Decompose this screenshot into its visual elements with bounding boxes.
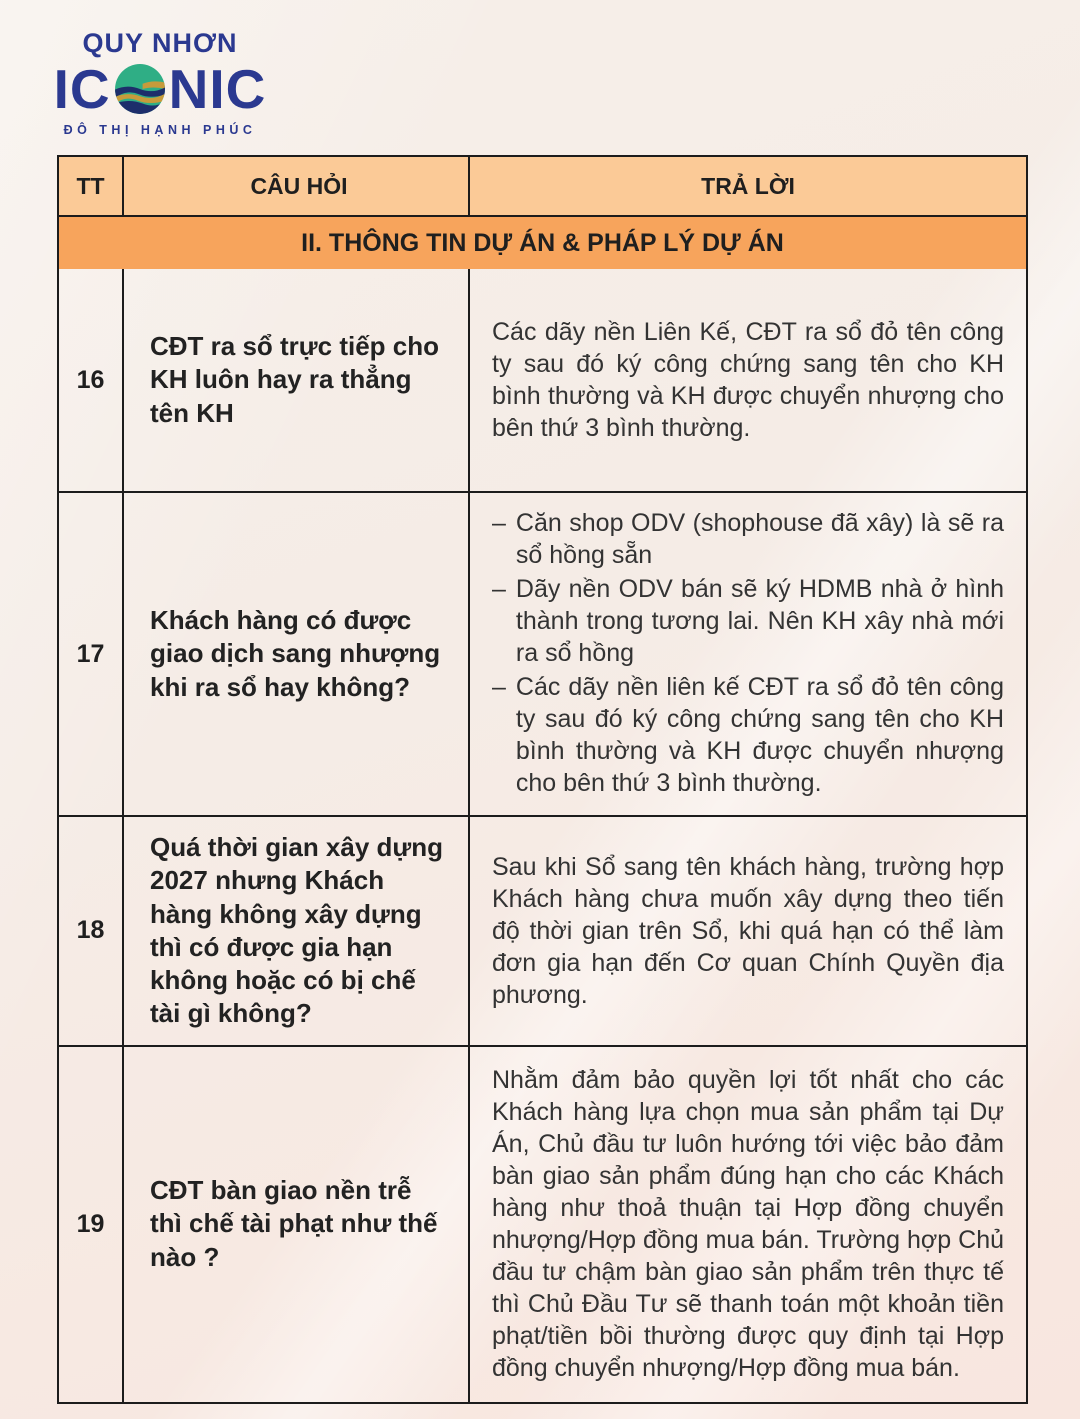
section-header-row [59,215,1026,269]
column-header-tt: TT [76,172,105,199]
brand-letters-left: IC [53,58,111,120]
answer-cell [468,269,1026,491]
question-text: Quá thời gian xây dựng 2027 nhưng Khách hàng không xây dựng thì có được gia hạn không hoặc có bị chế tài gì không? [150,832,444,1029]
bullet-dash: – [492,575,506,603]
question-text: Khách hàng có được giao dịch sang nhượng khi ra sổ hay không? [150,605,441,702]
table-row [59,1045,1026,1402]
table-row [59,815,1026,1045]
answer-text: Căn shop ODV (shophouse đã xây) là sẽ ra sổ hồng sẵn [515,509,1004,569]
brand-tagline: ĐÔ THỊ HẠNH PHÚC [63,123,257,137]
row-number: 16 [76,365,105,394]
brand-letters-right: NIC [168,58,267,120]
answer-text: Sau khi Sổ sang tên khách hàng, trường hợp Khách hàng chưa muốn xây dựng theo tiến độ thời gian trên Sổ, khi quá hạn có thể làm đơn gia hạn đến Cơ quan Chính Quyền địa phương. [492,852,1004,1009]
question-cell [122,1047,468,1402]
answer-cell [468,493,1026,815]
answer-cell [468,817,1026,1045]
answer-text: Các dãy nền liên kế CĐT ra sổ đỏ tên công ty sau đó ký công chứng sang tên cho KH bình thường và KH được chuyển nhượng cho bên thứ 3 bình thường. [515,673,1004,797]
question-cell [122,269,468,491]
table-row [59,269,1026,491]
faq-table [57,155,1028,1404]
brand-name-top: QUY NHƠN [82,28,238,58]
row-number-cell [59,493,122,815]
table-row [59,491,1026,815]
table-body [59,269,1026,1402]
answer-text: Các dãy nền Liên Kế, CĐT ra sổ đỏ tên công ty sau đó ký công chứng sang tên cho KH bình thường và KH được chuyển nhượng cho bên thứ 3 bình thường. [492,318,1004,442]
question-text: CĐT bàn giao nền trễ thì chế tài phạt như thế nào ? [150,1175,438,1272]
brand-logo [53,28,267,137]
section-title: II. THÔNG TIN DỰ ÁN & PHÁP LÝ DỰ ÁN [301,228,784,257]
answer-bullet [492,573,1004,669]
answer-bullet [492,507,1004,571]
row-number: 17 [76,639,105,668]
question-cell [122,493,468,815]
column-header-answer: TRẢ LỜI [468,157,1026,215]
question-cell [122,817,468,1045]
row-number-cell [59,269,122,491]
answer-text: Dãy nền ODV bán sẽ ký HDMB nhà ở hình thành trong tương lai. Nên KH xây nhà mới ra sổ hồng [515,575,1004,667]
row-number: 18 [76,916,105,945]
brand-name-main [53,58,267,120]
answer-bullet [492,671,1004,799]
column-header-question: CÂU HỎI [122,157,468,215]
row-number-cell [59,817,122,1045]
question-text: CĐT ra sổ trực tiếp cho KH luôn hay ra thẳng tên KH [150,331,439,428]
table-header-row [59,157,1026,215]
row-number-cell [59,1047,122,1402]
brand-globe-icon [114,63,166,115]
bullet-dash: – [492,673,506,701]
answer-cell [468,1047,1026,1402]
bullet-dash: – [492,509,506,537]
answer-text: Nhằm đảm bảo quyền lợi tốt nhất cho các Khách hàng lựa chọn mua sản phẩm tại Dự Án, Chủ đầu tư luôn hướng tới việc bảo đảm bàn giao sản phẩm đúng hạn cho các Khách hàng như thoả thuận tại Hợp đồng chuyển nhượng/Hợp đồng mua bán. Trường hợp Chủ đầu tư chậm bàn giao sản phẩm trên thực tế thì Chủ Đầu Tư sẽ thanh toán một khoản tiền phạt/tiền bồi thường được quy định tại Hợp đồng chuyển nhượng/Hợp đồng mua bán. [492,1066,1004,1383]
row-number: 19 [76,1209,105,1238]
